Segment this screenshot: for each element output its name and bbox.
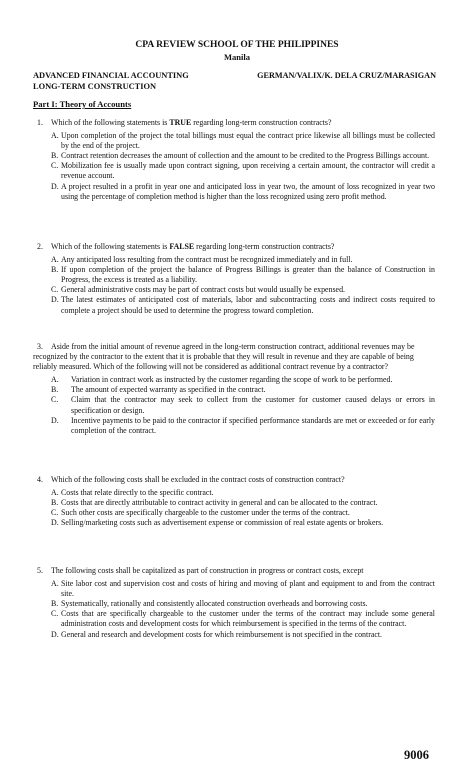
- option-a: [33, 579, 435, 599]
- option-letter: D.: [51, 629, 59, 639]
- option-letter: B.: [51, 151, 59, 161]
- option-text: Claim that the contractor may seek to collect from the customer for customer caused delays or errors in specification or design.: [71, 395, 435, 415]
- option-letter: D.: [51, 415, 59, 425]
- option-c: [33, 508, 435, 518]
- option-b: [33, 599, 435, 609]
- question-4: [33, 475, 435, 528]
- option-text: General and research and development costs for which reimbursement is not specified in the contract.: [61, 629, 382, 639]
- option-b: [33, 385, 435, 395]
- question-5: [33, 566, 435, 640]
- option-text: If upon completion of the project the balance of Progress Billings is greater than the balance of Construction in Progress, the excess is treated as a liability.: [61, 265, 435, 285]
- school-city: Manila: [224, 52, 250, 62]
- question-stem: 4. Which of the following costs shall be excluded in the contract costs of construction contract?: [37, 475, 345, 484]
- option-a: [33, 131, 435, 151]
- question-number: 1.: [37, 118, 43, 127]
- question-1: [33, 118, 435, 202]
- course-title: ADVANCED FINANCIAL ACCOUNTING: [33, 71, 189, 80]
- option-text: Any anticipated loss resulting from the contract must be recognized immediately and in full.: [61, 255, 353, 265]
- option-letter: D.: [51, 181, 59, 191]
- question-number: 2.: [37, 242, 43, 251]
- part-title: Part I: Theory of Accounts: [33, 99, 132, 109]
- question-stem: 1. Which of the following statements is TRUE regarding long-term construction contracts?: [37, 118, 332, 127]
- option-d: [33, 630, 435, 640]
- option-a: [33, 375, 435, 385]
- option-letter: A.: [51, 488, 59, 498]
- option-letter: D.: [51, 518, 59, 528]
- option-letter: C.: [51, 285, 59, 295]
- option-b: [33, 498, 435, 508]
- option-text: Upon completion of the project the total billings must equal the contract price likewise all billings must be collected by the end of the project.: [61, 131, 435, 151]
- authors-line: GERMAN/VALIX/K. DELA CRUZ/MARASIGAN: [257, 71, 436, 80]
- option-text: Contract retention decreases the amount of collection and the amount to be credited to the Progress Billings account.: [61, 151, 430, 161]
- page-number: 9006: [404, 748, 429, 762]
- option-text: Incentive payments to be paid to the contractor if specified performance standards are met or exceeded or for early completion of the contract.: [71, 415, 435, 435]
- option-a: [33, 255, 435, 265]
- school-name: CPA REVIEW SCHOOL OF THE PHILIPPINES: [135, 40, 339, 50]
- option-text: General administrative costs may be part of contract costs but would usually be expensed.: [61, 285, 345, 295]
- option-text: Systematically, rationally and consistently allocated construction overheads and borrowing costs.: [61, 599, 368, 609]
- option-a: [33, 488, 435, 498]
- option-text: Variation in contract work as instructed by the customer regarding the scope of work to be performed.: [71, 375, 393, 385]
- option-text: Such other costs are specifically chargeable to the customer under the terms of the contract.: [61, 508, 350, 518]
- option-d: [33, 182, 435, 202]
- option-b: [33, 151, 435, 161]
- question-stem: 3. Aside from the initial amount of revenue agreed in the long-term construction contract, additional revenues may be recognized by the contractor to the extent that it is probable that they will result in revenue and they are capable of being reliably measured. Which of the following will not be considered as additional contract revenue by a contractor?: [33, 342, 415, 372]
- option-text: Costs that relate directly to the specific contract.: [61, 488, 214, 498]
- stem-emphasis: FALSE: [169, 242, 195, 251]
- question-stem: 5. The following costs shall be capitalized as part of construction in progress or contract costs, except: [37, 566, 364, 575]
- option-text: Selling/marketing costs such as advertisement expense or commission of real estate agents or brokers.: [61, 518, 384, 528]
- option-letter: B.: [51, 498, 59, 508]
- option-letter: C.: [51, 609, 59, 619]
- option-letter: A.: [51, 579, 59, 589]
- option-letter: B.: [51, 385, 59, 395]
- option-c: [33, 161, 435, 181]
- option-text: A project resulted in a profit in year one and anticipated loss in year two, the amount of loss recognized in year two using the percentage of completion method is higher than the loss recognized using zero profit method.: [61, 181, 435, 201]
- option-text: Site labor cost and supervision cost and costs of hiring and moving of plant and equipment to and from the contract site.: [61, 579, 435, 599]
- option-letter: C.: [51, 395, 59, 405]
- option-text: Costs that are directly attributable to contract activity in general and can be allocated to the contract.: [61, 498, 378, 508]
- option-letter: D.: [51, 295, 59, 305]
- option-d: [33, 416, 435, 436]
- question-2: [33, 242, 435, 316]
- option-text: Costs that are specifically chargeable to the customer under the terms of the contract may include some general administration costs and development costs for which reimbursement is specified in the terms of the contract.: [61, 609, 435, 629]
- option-letter: A.: [51, 131, 59, 141]
- question-stem: 2. Which of the following statements is FALSE regarding long-term construction contracts?: [37, 242, 335, 251]
- option-c: [33, 285, 435, 295]
- option-letter: A.: [51, 375, 59, 385]
- question-3: [33, 342, 435, 436]
- option-b: [33, 265, 435, 285]
- option-c: [33, 395, 435, 415]
- option-letter: B.: [51, 265, 59, 275]
- option-text: The amount of expected warranty as specified in the contract.: [71, 385, 266, 395]
- option-letter: C.: [51, 161, 59, 171]
- option-letter: C.: [51, 508, 59, 518]
- option-letter: B.: [51, 599, 59, 609]
- option-text: Mobilization fee is usually made upon contract signing, upon receiving a certain amount, the contractor will credit a revenue account.: [61, 161, 435, 181]
- question-number: 5.: [37, 566, 43, 575]
- question-number: 3.: [37, 342, 43, 351]
- topic-title: LONG-TERM CONSTRUCTION: [33, 82, 157, 91]
- option-c: [33, 609, 435, 629]
- option-d: [33, 295, 435, 315]
- question-number: 4.: [37, 475, 43, 484]
- option-letter: A.: [51, 255, 59, 265]
- option-text: The latest estimates of anticipated cost of materials, labor and subcontracting costs and indirect costs required to complete a project should be used to determine the progress toward completion.: [61, 295, 435, 315]
- stem-emphasis: TRUE: [169, 118, 192, 127]
- option-d: [33, 518, 435, 528]
